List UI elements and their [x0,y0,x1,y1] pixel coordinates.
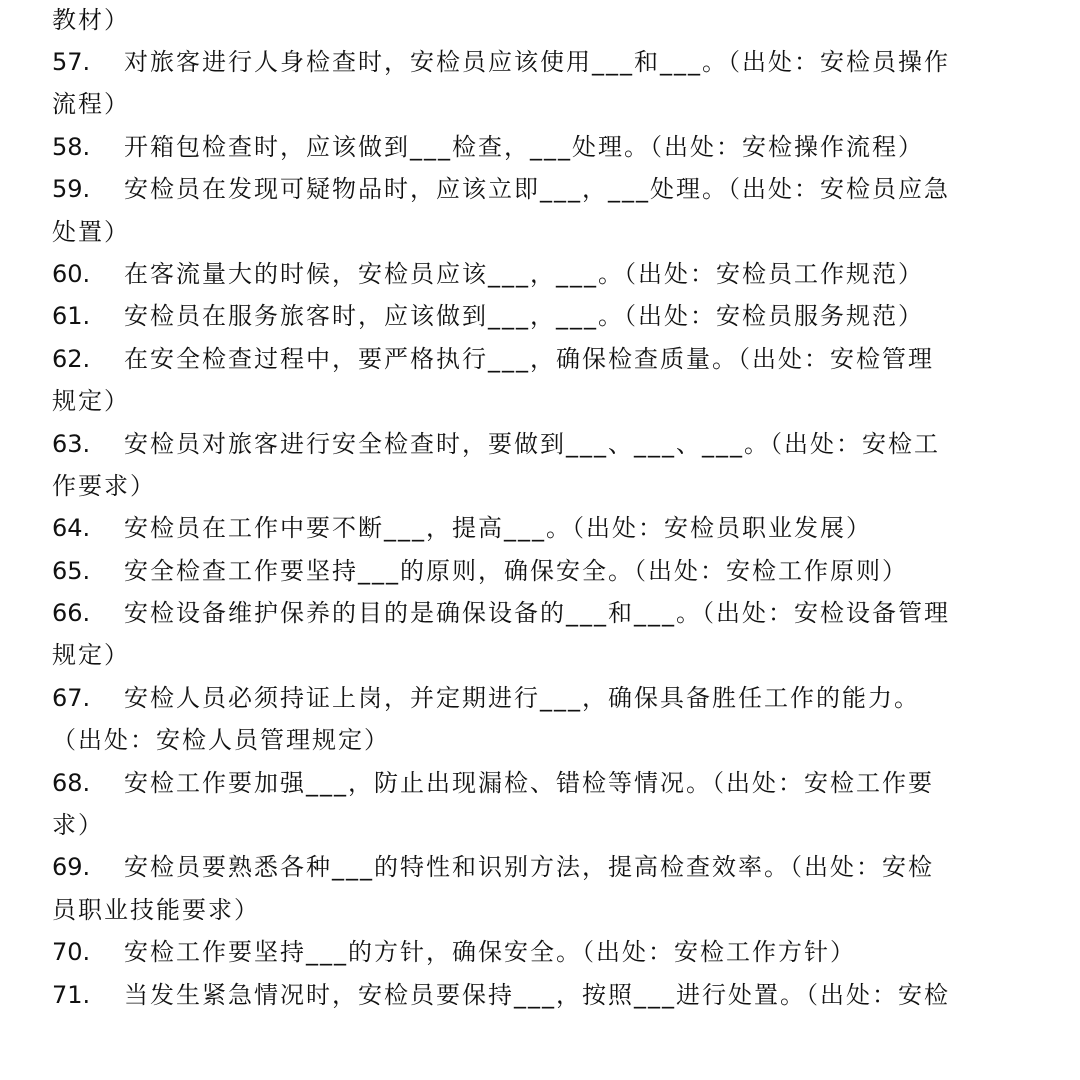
question-item [52,253,1028,295]
question-text: 对旅客进行人身检查时，安检员应该使用___和___。（出处：安检员操作 [124,48,950,76]
question-item [52,974,1028,1016]
question-number: 64. [52,514,91,543]
question-text: 当发生紧急情况时，安检员要保持___，按照___进行处置。（出处：安检 [124,980,950,1009]
question-item [52,592,1028,677]
question-line [52,423,1028,465]
question-continuation: 规定） [52,387,130,416]
previous-item-tail: 教材） [52,6,130,34]
question-number: 61. [52,302,91,331]
question-text: 开箱包检查时，应该做到___检查，___处理。（出处：安检操作流程） [124,132,924,161]
question-number: 68. [52,768,91,797]
question-text: 安检设备维护保养的目的是确保设备的___和___。（出处：安检设备管理 [124,599,950,628]
question-line [52,592,1028,634]
question-text: 安检人员必须持证上岗，并定期进行___，确保具备胜任工作的能力。 [124,683,920,712]
question-text: 安检员对旅客进行安全检查时，要做到___、___、___。（出处：安检工 [124,429,940,458]
question-item [52,41,1028,126]
question-number: 58. [52,132,91,161]
question-number: 66. [52,599,91,628]
question-line [52,846,1028,888]
question-line [52,295,1028,337]
question-item [52,846,1028,931]
question-list [52,41,1028,1016]
question-number: 69. [52,853,91,882]
question-continuation: 员职业技能要求） [52,895,260,924]
question-item [52,423,1028,508]
question-text: 安检工作要加强___，防止出现漏检、错检等情况。（出处：安检工作要 [124,768,934,797]
question-line [52,41,1028,83]
question-line [52,253,1028,295]
question-text: 安检工作要坚持___的方针，确保安全。（出处：安检工作方针） [124,938,856,967]
question-number: 59. [52,175,91,204]
question-item [52,931,1028,973]
question-line [52,677,1028,719]
question-text: 安检员要熟悉各种___的特性和识别方法，提高检查效率。（出处：安检 [124,853,934,882]
question-line [52,338,1028,380]
question-text: 安全检查工作要坚持___的原则，确保安全。（出处：安检工作原则） [124,556,908,585]
question-line [52,974,1028,1016]
question-number: 67. [52,683,91,712]
question-item [52,168,1028,253]
question-item [52,507,1028,549]
document-page [52,0,1028,1016]
question-item [52,126,1028,168]
question-continuation: 规定） [52,641,130,670]
question-line [52,168,1028,210]
question-number: 71. [52,980,91,1009]
question-item [52,550,1028,592]
question-continuation: 求） [52,811,104,840]
question-text: 安检员在服务旅客时，应该做到___，___。（出处：安检员服务规范） [124,302,924,331]
question-number: 70. [52,938,91,967]
question-number: 62. [52,344,91,373]
question-text: 安检员在工作中要不断___，提高___。（出处：安检员职业发展） [124,514,872,543]
question-text: 在客流量大的时候，安检员应该___，___。（出处：安检员工作规范） [124,259,924,288]
question-line [52,762,1028,804]
question-line [52,507,1028,549]
question-continuation: （出处：安检人员管理规定） [52,726,390,755]
question-line [52,126,1028,168]
question-item [52,762,1028,847]
question-number: 57. [52,48,91,76]
question-line [52,931,1028,973]
question-line [52,550,1028,592]
question-text: 安检员在发现可疑物品时，应该立即___，___处理。（出处：安检员应急 [124,175,950,204]
question-item [52,677,1028,762]
question-continuation: 处置） [52,217,130,246]
question-text: 在安全检查过程中，要严格执行___，确保检查质量。（出处：安检管理 [124,344,934,373]
question-number: 65. [52,556,91,585]
question-number: 63. [52,429,91,458]
question-item [52,295,1028,337]
question-continuation: 作要求） [52,471,156,500]
question-item [52,338,1028,423]
question-continuation: 流程） [52,90,130,119]
question-number: 60. [52,259,91,288]
